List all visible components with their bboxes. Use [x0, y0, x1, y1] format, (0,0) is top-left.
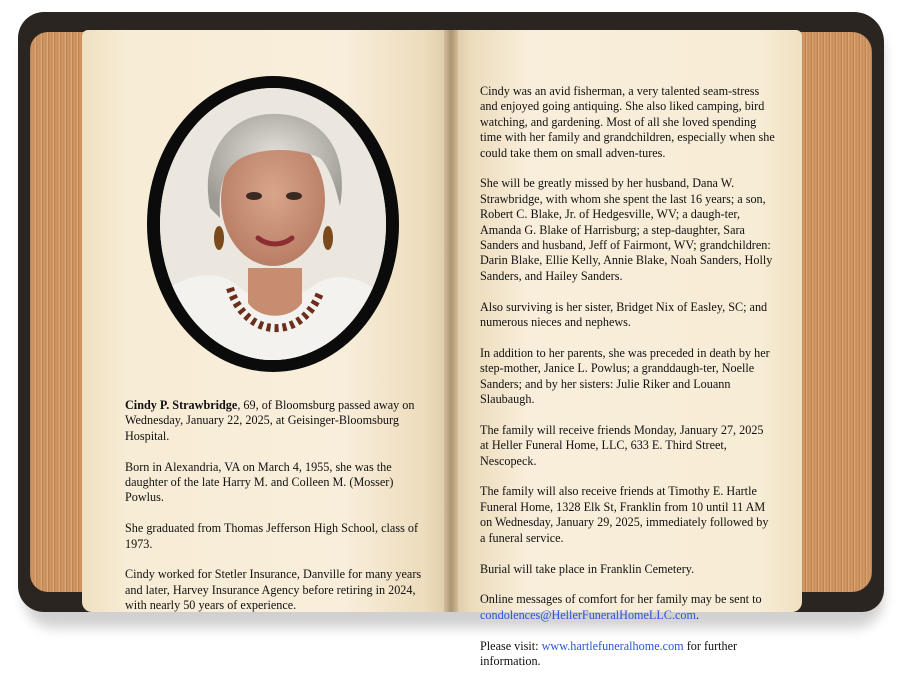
- education-paragraph: She graduated from Thomas Jefferson High School, class of 1973.: [125, 521, 419, 551]
- survivors-paragraph: She will be greatly missed by her husband, Dana W. Strawbridge, with whom she spent the last 16 years; a son, Robert C. Blake, Jr. of Hedgesville, WV; a daugh-ter, Amanda G. Blake of Harrisburg; a step-daughter, Sara Sanders and husband, Jeff of Fairmont, WV; grandchildren: Darin Blake, Ellie Kelly, Annie Blake, Noah Sanders, Holly Sanders, and Hailey Sanders.: [480, 176, 773, 283]
- portrait-photo: [160, 88, 386, 360]
- online-prefix: Online messages of comfort for her family may be sent to: [480, 592, 762, 607]
- book-spine: [444, 30, 458, 612]
- sister-paragraph: Also surviving is her sister, Bridget Nix of Easley, SC; and numerous nieces and nephews.: [480, 299, 768, 330]
- viewing-heller-paragraph: The family will receive friends Monday, January 27, 2025 at Heller Funeral Home, LLC, 633 E. Third Street, Nescopeck.: [480, 422, 764, 468]
- right-column-text: [480, 84, 775, 685]
- deceased-name: Cindy P. Strawbridge: [125, 398, 238, 412]
- intro-text: , 69, of Bloomsburg passed away on Wednesday, January 22, 2025, at Geisinger-Bloomsburg Hospital.: [125, 398, 415, 443]
- preceded-paragraph: In addition to her parents, she was preceded in death by her step-mother, Janice L. Powlus; a granddaugh-ter, Noelle Sanders; and by her sisters: Julie Riker and Louann Slaubaugh.: [480, 345, 770, 407]
- intro-paragraph: [125, 398, 423, 444]
- page-edges-left: [30, 32, 90, 592]
- hobbies-paragraph: Cindy was an avid fisherman, a very talented seam-stress and enjoyed going antiquing. She also liked camping, bird watching, and gardening. Most of all she loved spending time with her family and grandchildren, especially when she could take them on small adven-tures.: [480, 84, 775, 160]
- visit-paragraph: [480, 639, 775, 670]
- visit-suffix: for further information.: [480, 638, 738, 668]
- page-edges-right: [800, 32, 872, 592]
- left-column-text: [125, 398, 423, 629]
- online-messages-paragraph: [480, 592, 775, 623]
- portrait-frame: [147, 76, 399, 372]
- funeral-home-website-link[interactable]: www.hartlefuneralhome.com: [541, 638, 684, 653]
- condolences-email-link[interactable]: condolences@HellerFuneralHomeLLC.com: [480, 607, 696, 622]
- viewing-hartle-paragraph: The family will also receive friends at Timothy E. Hartle Funeral Home, 1328 Elk St, Franklin from 10 until 11 AM on Wednesday, January 29, 2025, immediately followed by a funeral service.: [480, 484, 769, 545]
- online-suffix: .: [695, 607, 700, 622]
- burial-paragraph: Burial will take place in Franklin Cemetery.: [480, 561, 695, 576]
- birth-paragraph: Born in Alexandria, VA on March 4, 1955, she was the daughter of the late Harry M. and Colleen M. (Mosser) Powlus.: [125, 459, 394, 505]
- career-paragraph: Cindy worked for Stetler Insurance, Danville for many years and later, Harvey Insurance Agency before retiring in 2024, with nearly 50 years of experience.: [125, 567, 422, 613]
- visit-prefix: Please visit:: [480, 638, 542, 653]
